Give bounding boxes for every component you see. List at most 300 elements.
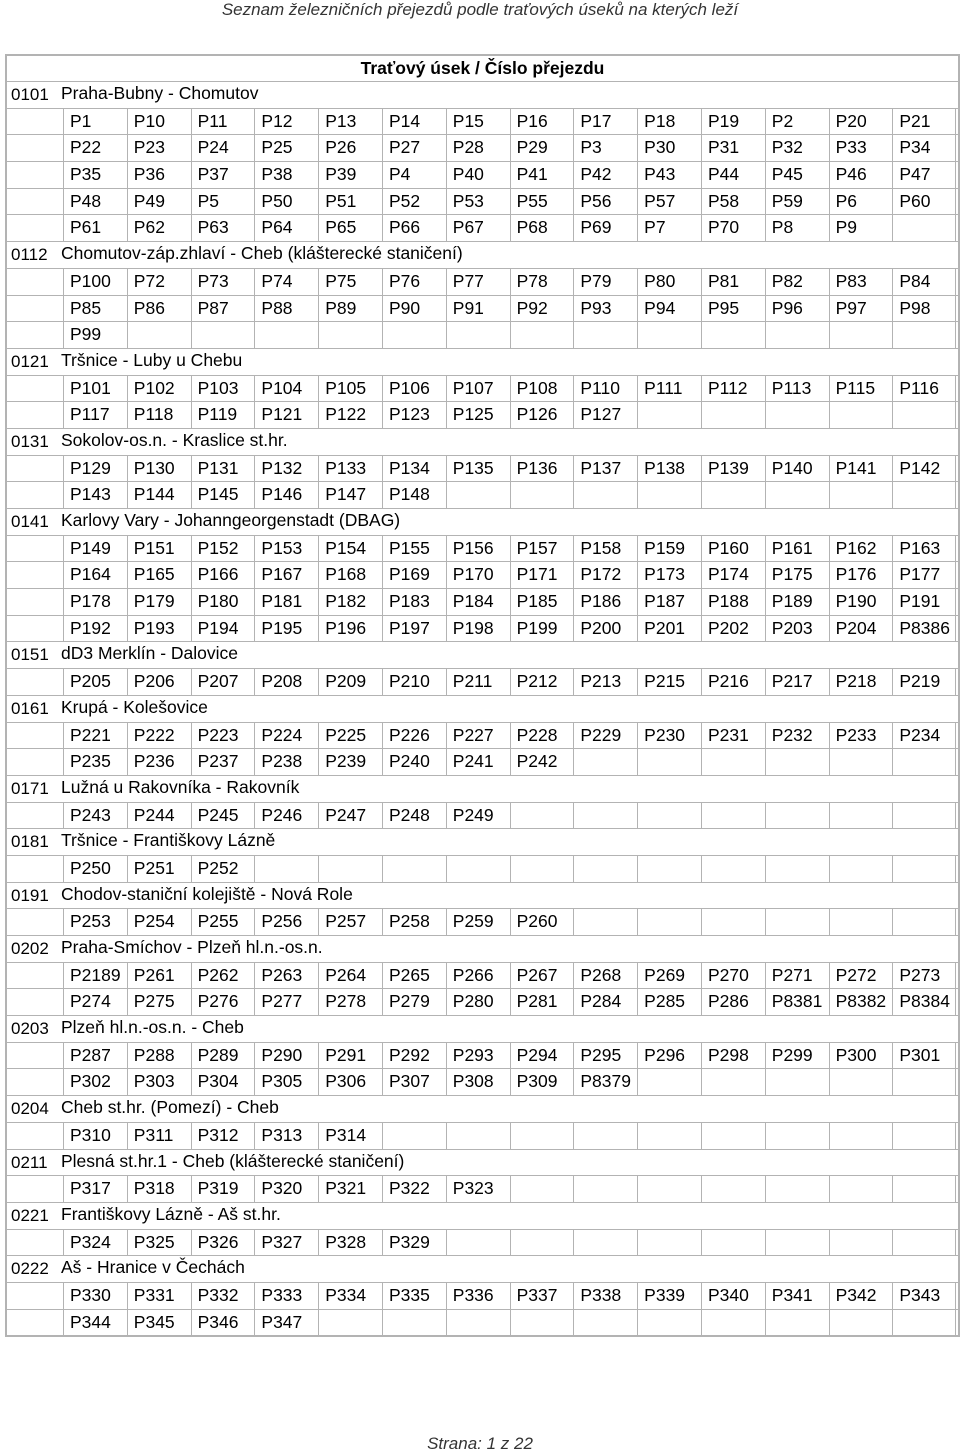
crossing-cell: P206 xyxy=(127,669,191,695)
crossing-cell: P270 xyxy=(701,963,765,989)
crossing-cell: P90 xyxy=(382,296,446,322)
crossing-cell: P289 xyxy=(191,1043,255,1069)
empty-cell xyxy=(829,1069,893,1095)
crossing-cell: P182 xyxy=(318,589,382,615)
crossing-cell: P263 xyxy=(254,963,318,989)
crossing-cell: P112 xyxy=(701,376,765,402)
crossing-cell: P10 xyxy=(127,109,191,135)
crossing-cell: P328 xyxy=(318,1230,382,1256)
crossing-cell: P322 xyxy=(382,1176,446,1202)
crossing-cell: P308 xyxy=(446,1069,510,1095)
crossing-cell: P252 xyxy=(191,856,255,882)
crossing-cell: P243 xyxy=(63,803,127,829)
section-header-row xyxy=(7,882,958,909)
crossing-cell: P75 xyxy=(318,269,382,295)
crossing-cell: P127 xyxy=(573,402,637,428)
crossing-cell: P159 xyxy=(637,536,701,562)
empty-cell xyxy=(510,1230,574,1256)
crossing-cell: P314 xyxy=(318,1123,382,1149)
crossing-cell: P245 xyxy=(191,803,255,829)
section-name: Lužná u Rakovníka - Rakovník xyxy=(61,776,300,797)
crossing-cell: P36 xyxy=(127,162,191,188)
crossing-cell: P193 xyxy=(127,616,191,642)
crossing-cell: P260 xyxy=(510,909,574,935)
crossing-cell: P201 xyxy=(637,616,701,642)
table-row xyxy=(7,108,958,135)
empty-cell xyxy=(765,402,829,428)
crossing-cell: P69 xyxy=(573,215,637,241)
empty-cell xyxy=(637,402,701,428)
table-row xyxy=(7,668,958,695)
empty-cell xyxy=(573,856,637,882)
empty-cell xyxy=(573,749,637,775)
crossing-cell: P293 xyxy=(446,1043,510,1069)
section-name: Chodov-staniční kolejiště - Nová Role xyxy=(61,883,353,904)
crossing-cell: P290 xyxy=(254,1043,318,1069)
crossing-cell: P324 xyxy=(63,1230,127,1256)
crossing-cell: P318 xyxy=(127,1176,191,1202)
empty-cell xyxy=(892,322,956,348)
empty-cell xyxy=(765,1310,829,1336)
crossing-cell: P66 xyxy=(382,215,446,241)
crossing-cell: P74 xyxy=(254,269,318,295)
crossing-cell: P304 xyxy=(191,1069,255,1095)
section-name: Tršnice - Františkovy Lázně xyxy=(61,830,276,851)
empty-cell xyxy=(573,1123,637,1149)
crossing-cell: P185 xyxy=(510,589,574,615)
crossing-cell: P83 xyxy=(829,269,893,295)
section-header-row xyxy=(7,428,958,455)
crossing-cell: P230 xyxy=(637,723,701,749)
crossing-cell: P194 xyxy=(191,616,255,642)
crossing-cell: P138 xyxy=(637,456,701,482)
empty-cell xyxy=(573,803,637,829)
table-row xyxy=(7,588,958,615)
crossing-cell: P244 xyxy=(127,803,191,829)
empty-cell xyxy=(829,803,893,829)
empty-cell xyxy=(382,1123,446,1149)
section-code: 0141 xyxy=(11,512,49,531)
empty-cell xyxy=(892,215,956,241)
crossing-cell: P202 xyxy=(701,616,765,642)
table-row xyxy=(7,375,958,402)
crossing-cell: P161 xyxy=(765,536,829,562)
crossing-cell: P20 xyxy=(829,109,893,135)
crossing-cell: P281 xyxy=(510,989,574,1015)
crossing-cell: P278 xyxy=(318,989,382,1015)
crossing-cell: P296 xyxy=(637,1043,701,1069)
crossing-cell: P84 xyxy=(892,269,956,295)
crossing-cell: P226 xyxy=(382,723,446,749)
crossing-cell: P325 xyxy=(127,1230,191,1256)
crossing-cell: P210 xyxy=(382,669,446,695)
crossing-cell: P14 xyxy=(382,109,446,135)
crossing-cell: P337 xyxy=(510,1283,574,1309)
crossing-cell: P160 xyxy=(701,536,765,562)
empty-cell xyxy=(829,909,893,935)
crossing-cell: P191 xyxy=(892,589,956,615)
crossing-cell: P140 xyxy=(765,456,829,482)
crossing-cell: P28 xyxy=(446,135,510,161)
crossing-cell: P181 xyxy=(254,589,318,615)
section-code: 0171 xyxy=(11,778,49,798)
table-row xyxy=(7,962,958,989)
empty-cell xyxy=(829,1310,893,1336)
crossing-cell: P274 xyxy=(63,989,127,1015)
crossing-cell: P4 xyxy=(382,162,446,188)
crossing-cell: P97 xyxy=(829,296,893,322)
empty-cell xyxy=(637,322,701,348)
table-row xyxy=(7,481,958,508)
crossing-cell: P203 xyxy=(765,616,829,642)
crossing-cell: P92 xyxy=(510,296,574,322)
crossing-cell: P216 xyxy=(701,669,765,695)
section-code: 0204 xyxy=(11,1099,49,1119)
crossing-cell: P167 xyxy=(254,562,318,588)
section-name: Krupá - Kolešovice xyxy=(61,696,208,717)
crossing-cell: P77 xyxy=(446,269,510,295)
crossing-cell: P1 xyxy=(63,109,127,135)
section-code: 0211 xyxy=(11,1152,48,1172)
crossing-cell: P166 xyxy=(191,562,255,588)
crossing-cell: P78 xyxy=(510,269,574,295)
empty-cell xyxy=(892,1123,956,1149)
empty-cell xyxy=(701,402,765,428)
table-row xyxy=(7,401,958,428)
crossing-cell: P213 xyxy=(573,669,637,695)
crossing-cell: P189 xyxy=(765,589,829,615)
crossing-cell: P217 xyxy=(765,669,829,695)
crossing-cell: P91 xyxy=(446,296,510,322)
crossing-cell: P228 xyxy=(510,723,574,749)
crossing-cell: P224 xyxy=(254,723,318,749)
crossing-cell: P331 xyxy=(127,1283,191,1309)
crossing-cell: P333 xyxy=(254,1283,318,1309)
crossing-cell: P68 xyxy=(510,215,574,241)
crossing-cell: P334 xyxy=(318,1283,382,1309)
crossing-cell: P49 xyxy=(127,189,191,215)
crossing-cell: P131 xyxy=(191,456,255,482)
section-code: 0221 xyxy=(11,1205,49,1225)
crossing-cell: P183 xyxy=(382,589,446,615)
crossing-cell: P179 xyxy=(127,589,191,615)
empty-cell xyxy=(829,749,893,775)
crossing-cell: P38 xyxy=(254,162,318,188)
crossing-cell: P32 xyxy=(765,135,829,161)
section-code: 0191 xyxy=(11,885,49,905)
section-header-row xyxy=(7,775,958,802)
crossing-cell: P125 xyxy=(446,402,510,428)
crossing-cell: P198 xyxy=(446,616,510,642)
crossing-cell: P321 xyxy=(318,1176,382,1202)
crossing-cell: P200 xyxy=(573,616,637,642)
crossing-cell: P300 xyxy=(829,1043,893,1069)
crossing-cell: P132 xyxy=(254,456,318,482)
crossing-cell: P19 xyxy=(701,109,765,135)
crossing-cell: P319 xyxy=(191,1176,255,1202)
empty-cell xyxy=(765,856,829,882)
crossing-cell: P259 xyxy=(446,909,510,935)
crossing-cell: P272 xyxy=(829,963,893,989)
crossing-cell: P222 xyxy=(127,723,191,749)
empty-cell xyxy=(510,1176,574,1202)
crossing-cell: P261 xyxy=(127,963,191,989)
crossing-cell: P211 xyxy=(446,669,510,695)
section-header-row xyxy=(7,81,958,108)
crossing-cell: P168 xyxy=(318,562,382,588)
empty-cell xyxy=(701,1230,765,1256)
crossing-cell: P178 xyxy=(63,589,127,615)
crossings-table xyxy=(5,54,960,1337)
crossing-cell: P30 xyxy=(637,135,701,161)
crossing-cell: P137 xyxy=(573,456,637,482)
section-name: Tršnice - Luby u Chebu xyxy=(61,349,243,370)
crossing-cell: P298 xyxy=(701,1043,765,1069)
crossing-cell: P208 xyxy=(254,669,318,695)
crossing-cell: P174 xyxy=(701,562,765,588)
table-title-row xyxy=(7,54,958,81)
empty-cell xyxy=(701,1176,765,1202)
table-row xyxy=(7,214,958,241)
crossing-cell: P23 xyxy=(127,135,191,161)
crossing-cell: P141 xyxy=(829,456,893,482)
crossing-cell: P267 xyxy=(510,963,574,989)
crossing-cell: P327 xyxy=(254,1230,318,1256)
crossing-cell: P134 xyxy=(382,456,446,482)
crossing-cell: P285 xyxy=(637,989,701,1015)
section-name: Sokolov-os.n. - Kraslice st.hr. xyxy=(61,429,288,450)
empty-cell xyxy=(701,1123,765,1149)
crossing-cell: P156 xyxy=(446,536,510,562)
section-name: Aš - Hranice v Čechách xyxy=(61,1257,245,1278)
table-row xyxy=(7,295,958,322)
crossing-cell: P234 xyxy=(892,723,956,749)
crossing-cell: P147 xyxy=(318,482,382,508)
crossing-cell: P233 xyxy=(829,723,893,749)
empty-cell xyxy=(318,322,382,348)
crossing-cell: P238 xyxy=(254,749,318,775)
crossing-cell: P9 xyxy=(829,215,893,241)
crossing-cell: P186 xyxy=(573,589,637,615)
empty-cell xyxy=(765,1123,829,1149)
crossing-cell: P271 xyxy=(765,963,829,989)
empty-cell xyxy=(892,803,956,829)
crossing-cell: P96 xyxy=(765,296,829,322)
crossing-cell: P40 xyxy=(446,162,510,188)
crossing-cell: P152 xyxy=(191,536,255,562)
crossing-cell: P122 xyxy=(318,402,382,428)
empty-cell xyxy=(765,1176,829,1202)
crossing-cell: P162 xyxy=(829,536,893,562)
crossing-cell: P113 xyxy=(765,376,829,402)
crossing-cell: P257 xyxy=(318,909,382,935)
crossing-cell: P256 xyxy=(254,909,318,935)
crossing-cell: P73 xyxy=(191,269,255,295)
crossing-cell: P253 xyxy=(63,909,127,935)
crossing-cell: P346 xyxy=(191,1310,255,1336)
section-header-row xyxy=(7,241,958,268)
empty-cell xyxy=(254,322,318,348)
section-code: 0222 xyxy=(11,1259,49,1279)
crossing-cell: P326 xyxy=(191,1230,255,1256)
crossing-cell: P6 xyxy=(829,189,893,215)
section-name: Františkovy Lázně - Aš st.hr. xyxy=(61,1203,281,1224)
section-header-row xyxy=(7,828,958,855)
crossing-cell: P31 xyxy=(701,135,765,161)
crossing-cell: P155 xyxy=(382,536,446,562)
crossing-cell: P307 xyxy=(382,1069,446,1095)
table-row xyxy=(7,321,958,348)
crossing-cell: P2189 xyxy=(63,963,127,989)
empty-cell xyxy=(510,482,574,508)
crossing-cell: P188 xyxy=(701,589,765,615)
empty-cell xyxy=(892,1069,956,1095)
table-row xyxy=(7,802,958,829)
crossing-cell: P287 xyxy=(63,1043,127,1069)
crossing-cell: P48 xyxy=(63,189,127,215)
crossing-cell: P101 xyxy=(63,376,127,402)
crossing-cell: P347 xyxy=(254,1310,318,1336)
empty-cell xyxy=(765,803,829,829)
empty-cell xyxy=(637,749,701,775)
page-footer: Strana: 1 z 22 xyxy=(427,1434,533,1453)
empty-cell xyxy=(892,1176,956,1202)
crossing-cell: P320 xyxy=(254,1176,318,1202)
table-row xyxy=(7,1068,958,1095)
table-row xyxy=(7,1282,958,1309)
empty-cell xyxy=(573,322,637,348)
crossing-cell: P130 xyxy=(127,456,191,482)
crossing-cell: P87 xyxy=(191,296,255,322)
crossing-cell: P146 xyxy=(254,482,318,508)
empty-cell xyxy=(637,1123,701,1149)
empty-cell xyxy=(892,856,956,882)
crossing-cell: P173 xyxy=(637,562,701,588)
empty-cell xyxy=(573,1176,637,1202)
table-row xyxy=(7,722,958,749)
empty-cell xyxy=(573,1230,637,1256)
section-code: 0203 xyxy=(11,1019,49,1039)
crossing-cell: P205 xyxy=(63,669,127,695)
empty-cell xyxy=(765,482,829,508)
crossing-cell: P45 xyxy=(765,162,829,188)
table-row xyxy=(7,1175,958,1202)
empty-cell xyxy=(892,749,956,775)
crossing-cell: P62 xyxy=(127,215,191,241)
table-row xyxy=(7,908,958,935)
crossing-cell: P13 xyxy=(318,109,382,135)
crossing-cell: P197 xyxy=(382,616,446,642)
crossing-cell: P145 xyxy=(191,482,255,508)
crossing-cell: P302 xyxy=(63,1069,127,1095)
crossing-cell: P50 xyxy=(254,189,318,215)
crossing-cell: P8379 xyxy=(573,1069,637,1095)
crossing-cell: P98 xyxy=(892,296,956,322)
crossing-cell: P279 xyxy=(382,989,446,1015)
crossing-cell: P229 xyxy=(573,723,637,749)
crossing-cell: P284 xyxy=(573,989,637,1015)
crossing-cell: P299 xyxy=(765,1043,829,1069)
crossing-cell: P157 xyxy=(510,536,574,562)
crossing-cell: P129 xyxy=(63,456,127,482)
crossing-cell: P192 xyxy=(63,616,127,642)
crossing-cell: P264 xyxy=(318,963,382,989)
crossing-cell: P235 xyxy=(63,749,127,775)
crossing-cell: P99 xyxy=(63,322,127,348)
section-header-row xyxy=(7,1015,958,1042)
empty-cell xyxy=(892,909,956,935)
table-row xyxy=(7,268,958,295)
crossing-cell: P39 xyxy=(318,162,382,188)
section-code: 0161 xyxy=(11,698,49,718)
crossing-cell: P41 xyxy=(510,162,574,188)
crossing-cell: P195 xyxy=(254,616,318,642)
crossing-cell: P82 xyxy=(765,269,829,295)
crossing-cell: P254 xyxy=(127,909,191,935)
table-row xyxy=(7,455,958,482)
table-row xyxy=(7,988,958,1015)
empty-cell xyxy=(701,749,765,775)
section-header-row xyxy=(7,641,958,668)
crossing-cell: P329 xyxy=(382,1230,446,1256)
crossing-cell: P65 xyxy=(318,215,382,241)
crossing-cell: P339 xyxy=(637,1283,701,1309)
empty-cell xyxy=(446,856,510,882)
crossing-cell: P104 xyxy=(254,376,318,402)
section-code: 0121 xyxy=(11,351,49,371)
empty-cell xyxy=(637,909,701,935)
empty-cell xyxy=(637,1230,701,1256)
crossing-cell: P153 xyxy=(254,536,318,562)
table-row xyxy=(7,161,958,188)
crossing-cell: P117 xyxy=(63,402,127,428)
crossing-cell: P60 xyxy=(892,189,956,215)
crossing-cell: P21 xyxy=(892,109,956,135)
crossing-cell: P58 xyxy=(701,189,765,215)
empty-cell xyxy=(892,402,956,428)
crossing-cell: P5 xyxy=(191,189,255,215)
crossing-cell: P187 xyxy=(637,589,701,615)
crossing-cell: P3 xyxy=(573,135,637,161)
crossing-cell: P273 xyxy=(892,963,956,989)
crossing-cell: P190 xyxy=(829,589,893,615)
crossing-cell: P151 xyxy=(127,536,191,562)
section-code: 0101 xyxy=(11,85,49,104)
crossing-cell: P292 xyxy=(382,1043,446,1069)
crossing-cell: P251 xyxy=(127,856,191,882)
crossing-cell: P105 xyxy=(318,376,382,402)
crossing-cell: P143 xyxy=(63,482,127,508)
crossing-cell: P317 xyxy=(63,1176,127,1202)
crossing-cell: P312 xyxy=(191,1123,255,1149)
crossing-cell: P111 xyxy=(637,376,701,402)
crossing-cell: P79 xyxy=(573,269,637,295)
crossing-cell: P25 xyxy=(254,135,318,161)
crossing-cell: P67 xyxy=(446,215,510,241)
section-header-row xyxy=(7,1149,958,1176)
crossing-cell: P165 xyxy=(127,562,191,588)
crossing-cell: P218 xyxy=(829,669,893,695)
crossing-cell: P335 xyxy=(382,1283,446,1309)
table-row xyxy=(7,615,958,642)
crossing-cell: P215 xyxy=(637,669,701,695)
crossing-cell: P294 xyxy=(510,1043,574,1069)
empty-cell xyxy=(446,1230,510,1256)
crossing-cell: P24 xyxy=(191,135,255,161)
section-header-row xyxy=(7,508,958,535)
empty-cell xyxy=(510,856,574,882)
empty-cell xyxy=(254,856,318,882)
